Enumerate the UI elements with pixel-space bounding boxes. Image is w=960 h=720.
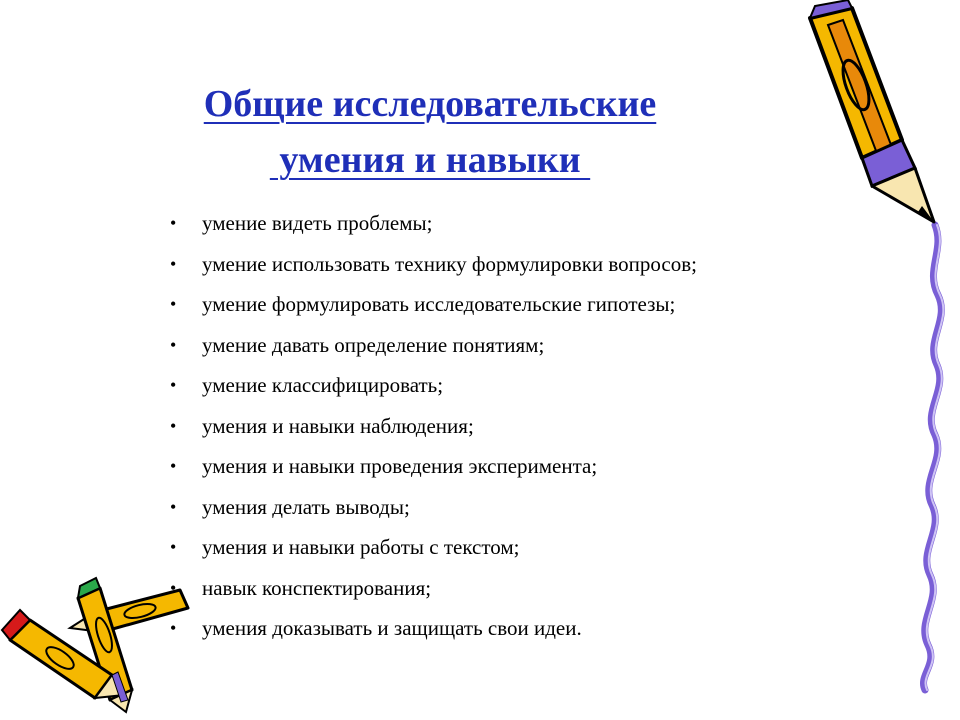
list-item-text: умения и навыки работы с текстом; — [202, 535, 520, 559]
list-item — [170, 208, 697, 249]
list-item — [170, 249, 697, 290]
bullet-icon: • — [170, 577, 177, 598]
title-line-1: Общие исследовательские — [203, 83, 657, 125]
pencils-bottom-left-clipart — [2, 578, 188, 712]
bullet-icon: • — [170, 375, 177, 395]
list-item — [170, 370, 697, 411]
list-item — [170, 492, 697, 533]
list-item-text: умение формулировать исследовательские гипотезы; — [202, 292, 676, 316]
bullet-icon: • — [170, 618, 177, 638]
list-item-text: умение давать определение понятиям; — [202, 332, 545, 357]
bullet-icon: • — [170, 415, 177, 436]
bullet-icon: • — [170, 496, 177, 517]
list-item-text: навык конспектирования; — [202, 575, 432, 600]
list-item-text: умения и навыки наблюдения; — [202, 413, 474, 438]
list-item — [170, 451, 697, 492]
bullet-icon: • — [170, 537, 177, 557]
list-item-text: умение видеть проблемы; — [202, 211, 433, 235]
bullet-icon: • — [170, 456, 177, 476]
bullet-icon: • — [170, 294, 177, 314]
list-item-text: умения делать выводы; — [202, 494, 410, 519]
list-item — [170, 330, 697, 371]
list-item-text: умения и навыки проведения эксперимента; — [202, 454, 598, 478]
skills-list — [170, 208, 697, 654]
bullet-icon: • — [170, 213, 177, 233]
list-item-text: умение классифицировать; — [202, 373, 444, 397]
bullet-icon: • — [170, 253, 177, 274]
list-item — [170, 613, 697, 654]
pencil-right-clipart — [810, 0, 934, 222]
list-item — [170, 532, 697, 573]
list-item — [170, 289, 697, 330]
list-item-text: умение использовать технику формулировки вопросов; — [202, 251, 697, 276]
title-line-2: умения и навыки — [269, 139, 591, 181]
bullet-icon: • — [170, 334, 177, 355]
list-item-text: умения доказывать и защищать свои идеи. — [202, 616, 582, 640]
slide-title — [60, 76, 800, 188]
list-item — [170, 411, 697, 452]
list-item — [170, 573, 697, 614]
